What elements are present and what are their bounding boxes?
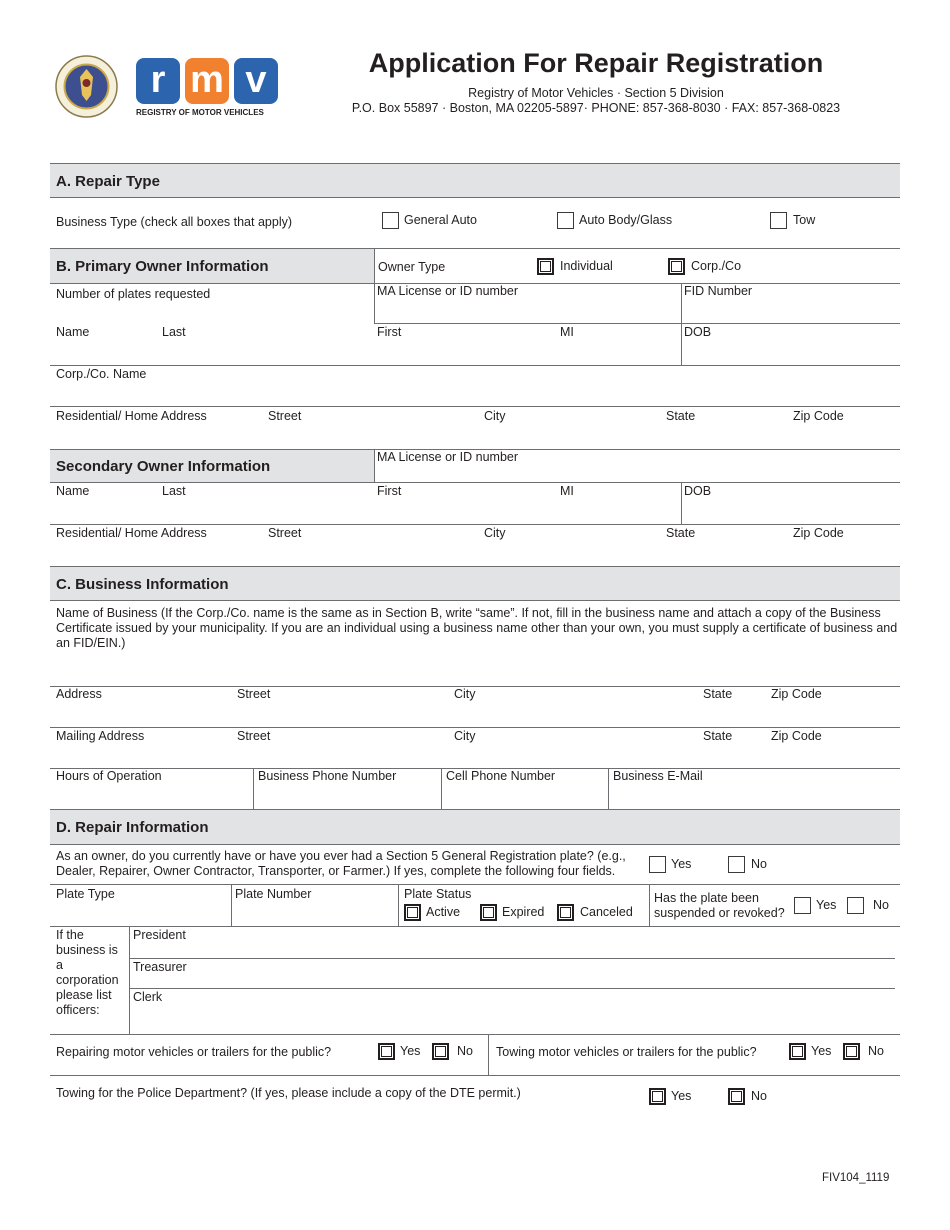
business-name-instructions: Name of Business (If the Corp./Co. name is the same as in Section B, write “same”. If not, fill in the business name and attach a copy of the Business Certificate issued by your municipality. If you are an individual using a business name other than your own, you must supply a certificate of business and an FID/EIN.)	[56, 606, 898, 650]
section5-no-label: No	[751, 857, 767, 871]
repairing-yes-label: Yes	[400, 1044, 421, 1058]
mailing-state-label: State	[703, 729, 733, 743]
mailing-street-label: Street	[237, 729, 271, 743]
form-code: FIV104_1119	[822, 1172, 890, 1184]
suspended-no-label: No	[873, 898, 889, 912]
plate-canceled-label: Canceled	[580, 905, 633, 919]
rmv-letter-m: m	[185, 58, 229, 104]
suspended-no-checkbox[interactable]	[847, 897, 864, 914]
suspended-yes-label: Yes	[816, 898, 837, 912]
plate-type-label: Plate Type	[56, 887, 115, 901]
secondary-owner-title: Secondary Owner Information	[56, 458, 271, 475]
towing-yes-checkbox[interactable]	[789, 1043, 806, 1060]
header-subtitle: Registry of Motor Vehicles · Section 5 Division	[468, 86, 724, 100]
secondary-address-label: Residential/ Home Address	[56, 526, 207, 540]
plate-active-checkbox[interactable]	[404, 904, 421, 921]
plate-expired-label: Expired	[502, 905, 545, 919]
repairing-question: Repairing motor vehicles or trailers for the public?	[56, 1045, 332, 1059]
individual-label: Individual	[560, 259, 613, 273]
repairing-yes-checkbox[interactable]	[378, 1043, 395, 1060]
auto-body-label: Auto Body/Glass	[579, 213, 673, 227]
general-auto-label: General Auto	[404, 213, 477, 227]
police-no-label: No	[751, 1089, 767, 1103]
primary-name-label: Name	[56, 325, 90, 339]
general-auto-checkbox[interactable]	[382, 212, 399, 229]
tow-checkbox[interactable]	[770, 212, 787, 229]
section5-plate-question: As an owner, do you currently have or have you ever had a Section 5 General Registration plate? (e.g., Dealer, Repairer, Owner Contractor, Transporter, or Farmer.) If yes, complete the following four fields.	[56, 849, 626, 878]
secondary-street-label: Street	[268, 526, 302, 540]
officer-clerk-label: Clerk	[133, 990, 163, 1004]
secondary-mi-label: MI	[560, 484, 574, 498]
secondary-last-label: Last	[162, 484, 186, 498]
mailing-city-label: City	[454, 729, 476, 743]
owner-type-label: Owner Type	[378, 260, 446, 274]
business-phone-label: Business Phone Number	[258, 769, 397, 783]
officer-treasurer-label: Treasurer	[133, 960, 187, 974]
plate-status-label: Plate Status	[404, 887, 472, 901]
officers-instruction: If the business is a corporation please list officers:	[56, 928, 119, 1017]
primary-zip-label: Zip Code	[793, 409, 844, 423]
business-state-label: State	[703, 687, 733, 701]
police-towing-question: Towing for the Police Department? (If yes, please include a copy of the DTE permit.)	[56, 1086, 521, 1100]
business-street-label: Street	[237, 687, 271, 701]
primary-license-label: MA License or ID number	[377, 284, 519, 298]
section-a-title: A. Repair Type	[56, 173, 160, 190]
business-email-label: Business E-Mail	[613, 769, 703, 783]
section-c-header	[50, 566, 900, 601]
plate-canceled-checkbox[interactable]	[557, 904, 574, 921]
repairing-no-label: No	[457, 1044, 473, 1058]
secondary-owner-header	[50, 450, 374, 483]
police-yes-label: Yes	[671, 1089, 692, 1103]
primary-city-label: City	[484, 409, 506, 423]
rmv-logo-caption: REGISTRY OF MOTOR VEHICLES	[136, 108, 264, 117]
primary-last-label: Last	[162, 325, 186, 339]
police-yes-checkbox[interactable]	[649, 1088, 666, 1105]
primary-address-label: Residential/ Home Address	[56, 409, 207, 423]
individual-checkbox[interactable]	[537, 258, 554, 275]
section-c-title: C. Business Information	[56, 576, 229, 593]
rmv-letter-r: r	[136, 58, 180, 104]
business-city-label: City	[454, 687, 476, 701]
secondary-city-label: City	[484, 526, 506, 540]
corp-label: Corp./Co	[691, 259, 742, 273]
section-b-header	[50, 249, 374, 283]
suspended-yes-checkbox[interactable]	[794, 897, 811, 914]
rmv-letter-v: v	[234, 58, 278, 104]
fid-number-label: FID Number	[684, 284, 753, 298]
towing-question: Towing motor vehicles or trailers for the public?	[496, 1045, 757, 1059]
header-address: P.O. Box 55897 · Boston, MA 02205-5897· PHONE: 857-368-8030 · FAX: 857-368-0823	[351, 101, 841, 115]
primary-mi-label: MI	[560, 325, 574, 339]
towing-no-checkbox[interactable]	[843, 1043, 860, 1060]
towing-no-label: No	[868, 1044, 884, 1058]
hours-label: Hours of Operation	[56, 769, 162, 783]
officer-president-label: President	[133, 928, 186, 942]
auto-body-checkbox[interactable]	[557, 212, 574, 229]
primary-street-label: Street	[268, 409, 302, 423]
repairing-no-checkbox[interactable]	[432, 1043, 449, 1060]
section-b-title: B. Primary Owner Information	[56, 258, 269, 275]
primary-state-label: State	[666, 409, 696, 423]
mailing-zip-label: Zip Code	[771, 729, 822, 743]
section5-yes-label: Yes	[671, 857, 692, 871]
plate-active-label: Active	[426, 905, 461, 919]
section5-no-checkbox[interactable]	[728, 856, 745, 873]
corp-name-label: Corp./Co. Name	[56, 367, 147, 381]
primary-first-label: First	[377, 325, 402, 339]
corp-checkbox[interactable]	[668, 258, 685, 275]
business-zip-label: Zip Code	[771, 687, 822, 701]
suspended-label: Has the plate been suspended or revoked?	[654, 891, 785, 920]
section-d-header	[50, 809, 900, 845]
cell-phone-label: Cell Phone Number	[446, 769, 556, 783]
primary-dob-label: DOB	[684, 325, 712, 339]
page-title: Application For Repair Registration	[368, 48, 824, 78]
rmv-logo	[136, 58, 278, 120]
towing-yes-label: Yes	[811, 1044, 832, 1058]
plates-requested-label: Number of plates requested	[56, 287, 211, 301]
state-seal	[55, 55, 118, 118]
plate-expired-checkbox[interactable]	[480, 904, 497, 921]
secondary-first-label: First	[377, 484, 402, 498]
section-a-header	[50, 163, 900, 198]
business-type-label: Business Type (check all boxes that apply)	[56, 215, 293, 229]
business-address-label: Address	[56, 687, 102, 701]
secondary-state-label: State	[666, 526, 696, 540]
secondary-name-label: Name	[56, 484, 90, 498]
section5-yes-checkbox[interactable]	[649, 856, 666, 873]
secondary-dob-label: DOB	[684, 484, 712, 498]
tow-label: Tow	[793, 213, 816, 227]
police-no-checkbox[interactable]	[728, 1088, 745, 1105]
secondary-license-label: MA License or ID number	[377, 450, 519, 464]
mailing-address-label: Mailing Address	[56, 729, 145, 743]
plate-number-label: Plate Number	[235, 887, 312, 901]
secondary-zip-label: Zip Code	[793, 526, 844, 540]
section-d-title: D. Repair Information	[56, 819, 209, 836]
